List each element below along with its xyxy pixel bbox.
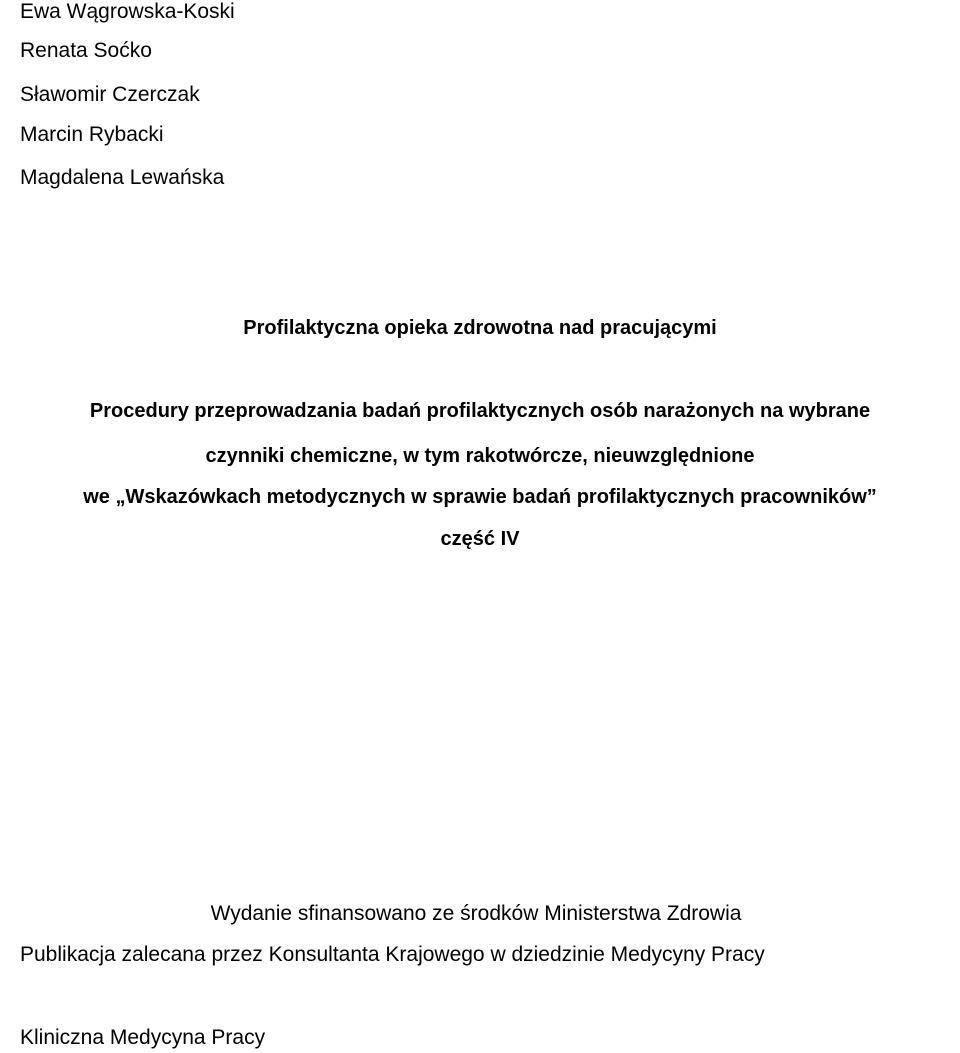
author-name: Ewa Wągrowska-Koski [20, 0, 235, 23]
subtitle-line: we „Wskazówkach metodycznych w sprawie badań profilaktycznych pracowników” [83, 486, 877, 508]
author-name: Marcin Rybacki [20, 123, 164, 146]
author-name: Magdalena Lewańska [20, 166, 225, 189]
subtitle-line: Procedury przeprowadzania badań profilaktycznych osób narażonych na wybrane [89, 400, 871, 422]
subtitle-line: część IV [440, 528, 520, 550]
subtitle-line: czynniki chemiczne, w tym rakotwórcze, nieuwzględnione [205, 445, 755, 467]
document-title: Profilaktyczna opieka zdrowotna nad pracującymi [243, 317, 717, 339]
author-name: Sławomir Czerczak [20, 83, 200, 106]
funding-note: Wydanie sfinansowano ze środków Ministerstwa Zdrowia [210, 902, 742, 925]
publisher-name: Kliniczna Medycyna Pracy [20, 1026, 266, 1049]
author-name: Renata Soćko [20, 39, 152, 62]
recommendation-note: Publikacja zalecana przez Konsultanta Krajowego w dziedzinie Medycyny Pracy [20, 943, 765, 966]
